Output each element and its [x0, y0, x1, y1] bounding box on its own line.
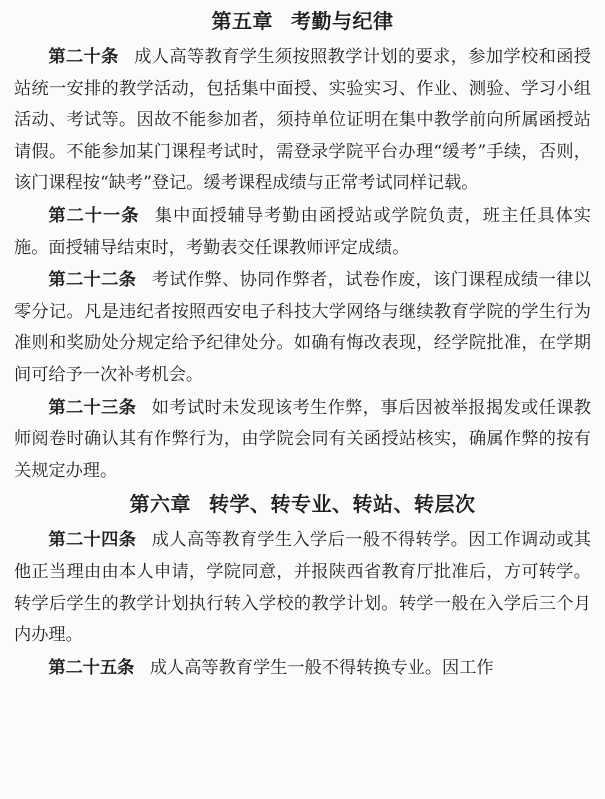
- article-text: 成人高等教育学生一般不得转换专业。因工作: [149, 657, 494, 678]
- chapter-6-number: 第六章: [129, 492, 191, 517]
- article-25: [14, 653, 591, 685]
- article-24: [14, 525, 591, 651]
- chapter-5-title: 考勤与纪律: [291, 9, 394, 33]
- chapter-5-number: 第五章: [211, 9, 273, 33]
- article-21: [14, 201, 591, 264]
- article-text: 考试作弊、协同作弊者，试卷作废，该门课程成绩一律以零分记。凡是违纪者按照西安电子科技大学网络与继续教育学院的学生行为准则和奖励处分规定给予纪律处分。如确有悔改表现，经学院批准，在学期间可给予一次补考机会。: [14, 270, 591, 385]
- article-23: [14, 393, 591, 488]
- article-text: 成人高等教育学生入学后一般不得转学。因工作调动或其他正当理由由本人申请，学院同意，并报陕西省教育厅批准后，方可转学。转学后学生的教学计划执行转入学校的教学计划。转学一般在入学后三个月内办理。: [14, 530, 591, 646]
- article-text: 集中面授辅导考勤由函授站或学院负责，班主任具体实施。面授辅导结束时，考勤表交任课教师评定成绩。: [14, 205, 591, 258]
- article-text: 如考试时未发现该考生作弊，事后因被举报揭发或任课教师阅卷时确认其有作弊行为，由学院会同有关函授站核实，确属作弊的按有关规定办理。: [14, 397, 591, 481]
- article-label: 第二十五条: [48, 657, 135, 678]
- article-label: 第二十条: [48, 47, 119, 67]
- article-20: [14, 42, 591, 200]
- article-label: 第二十三条: [48, 397, 137, 418]
- chapter-6-title: 转学、转专业、转站、转层次: [209, 492, 476, 517]
- chapter-6-heading: [14, 491, 591, 521]
- article-22: [14, 265, 591, 391]
- article-label: 第二十四条: [48, 530, 137, 551]
- article-text: 成人高等教育学生须按照教学计划的要求，参加学校和函授站统一安排的教学活动，包括集中面授、实验实习、作业、测验、学习小组活动、考试等。因故不能参加者，须持单位证明在集中教学前向所属函授站请假。不能参加某门课程考试时，需登录学院平台办理“缓考”手续，否则，该门课程按“缺考”登记。缓考课程成绩与正常考试同样记载。: [14, 47, 591, 194]
- article-label: 第二十二条: [48, 270, 137, 291]
- chapter-5-heading: [14, 8, 591, 38]
- article-label: 第二十一条: [48, 205, 140, 226]
